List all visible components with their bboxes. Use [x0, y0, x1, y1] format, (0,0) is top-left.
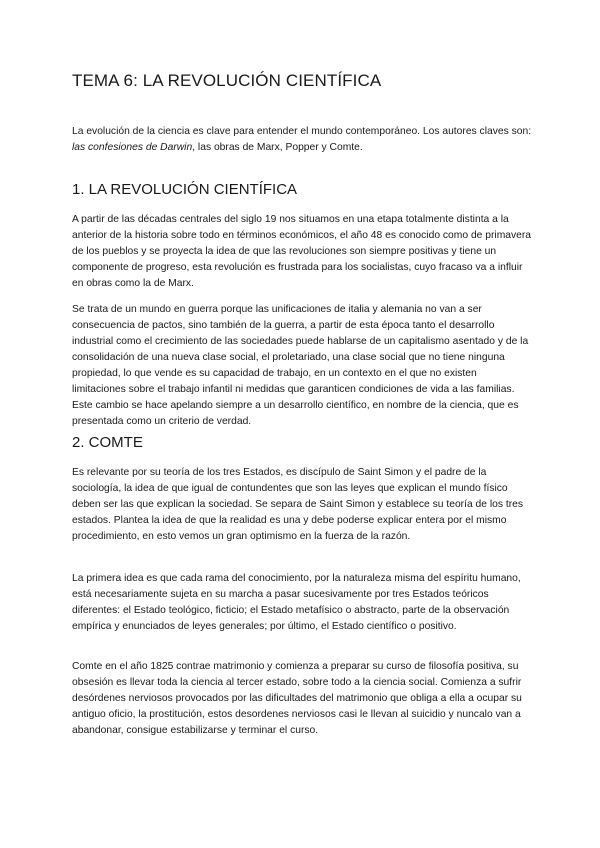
intro-text-end: , las obras de Marx, Popper y Comte. — [192, 142, 363, 153]
section-1-paragraph-2: Se trata de un mundo en guerra porque las unificaciones de italia y alemania no van a ser consecuencia de pactos, sino también de la guerra, a partir de esta época tanto el desarrollo industrial como el crecimiento de las sociedades puede hablarse de un capitalismo asentado y de la consolidación de una nueva clase social, el proletariado, una clase social que no tiene ninguna propiedad, lo que vende es su capacidad de trabajo, en un contexto en el que no existen limitaciones sobre el trabajo infantil ni medidas que garanticen condiciones de vida a las familias. Este cambio se hace apelando siempre a un desarrollo científico, en nombre de la ciencia, que es presentada como un criterio de verdad. — [72, 304, 529, 427]
section-1-paragraph-1: A partir de las décadas centrales del siglo 19 nos situamos en una etapa totalmente distinta a la anterior de la historia sobre todo en términos económicos, el año 48 es conocido como de primavera de los pueblos y se proyecta la idea de que las revoluciones son siempre positivas y tiene un componente de progreso, esta revolución es frustrada para los socialistas, cuyo fracaso va a influir en obras como la de Marx. — [72, 214, 532, 289]
section-heading-revolucion: 1. LA REVOLUCIÓN CIENTÍFICA — [72, 181, 298, 198]
section-2-paragraph-2: La primera idea es que cada rama del conocimiento, por la naturaleza misma del espíritu humano, está necesariamente sujeta en su marcha a pasar sucesivamente por tres Estados teóricos diferentes: el Estado teológico, ficticio; el Estado metafísico o abstracto, parte de la observación empírica y enunciados de leyes generales; por último, el Estado científico o positivo. — [72, 573, 521, 632]
intro-paragraph — [72, 124, 532, 156]
section-2-paragraph-1: Es relevante por su teoría de los tres Estados, es discípulo de Saint Simon y el padre de la sociología, la idea de que igual de contundentes que son las leyes que explican el mundo físico deben ser las que explican la sociedad. Se separa de Saint Simon y establece su teoría de los tres estados. Plantea la idea de que la realidad es una y debe poderse explicar entera por el mismo procedimiento, en esto vemos un gran optimismo en la fuerza de la razón. — [72, 467, 524, 542]
page-title: TEMA 6: LA REVOLUCIÓN CIENTÍFICA — [72, 71, 382, 90]
intro-italic-title: las confesiones de Darwin — [72, 142, 193, 153]
intro-text-start: La evolución de la ciencia es clave para entender el mundo contemporáneo. Los autores claves son: — [72, 126, 532, 137]
section-heading-comte: 2. COMTE — [72, 434, 143, 451]
section-2-paragraph-3: Comte en el año 1825 contrae matrimonio y comienza a preparar su curso de filosofía positiva, su obsesión es llevar toda la ciencia al tercer estado, sobre todo a la ciencia social. Comienza a sufrir desórdenes nerviosos provocados por las dificultades del matrimonio que obliga a ella a ocupar su antiguo oficio, la prostitución, estos desordenes nerviosos casi le llevan al suicidio y nuncalo van a abandonar, consigue estabilizarse y terminar el curso. — [72, 661, 522, 736]
